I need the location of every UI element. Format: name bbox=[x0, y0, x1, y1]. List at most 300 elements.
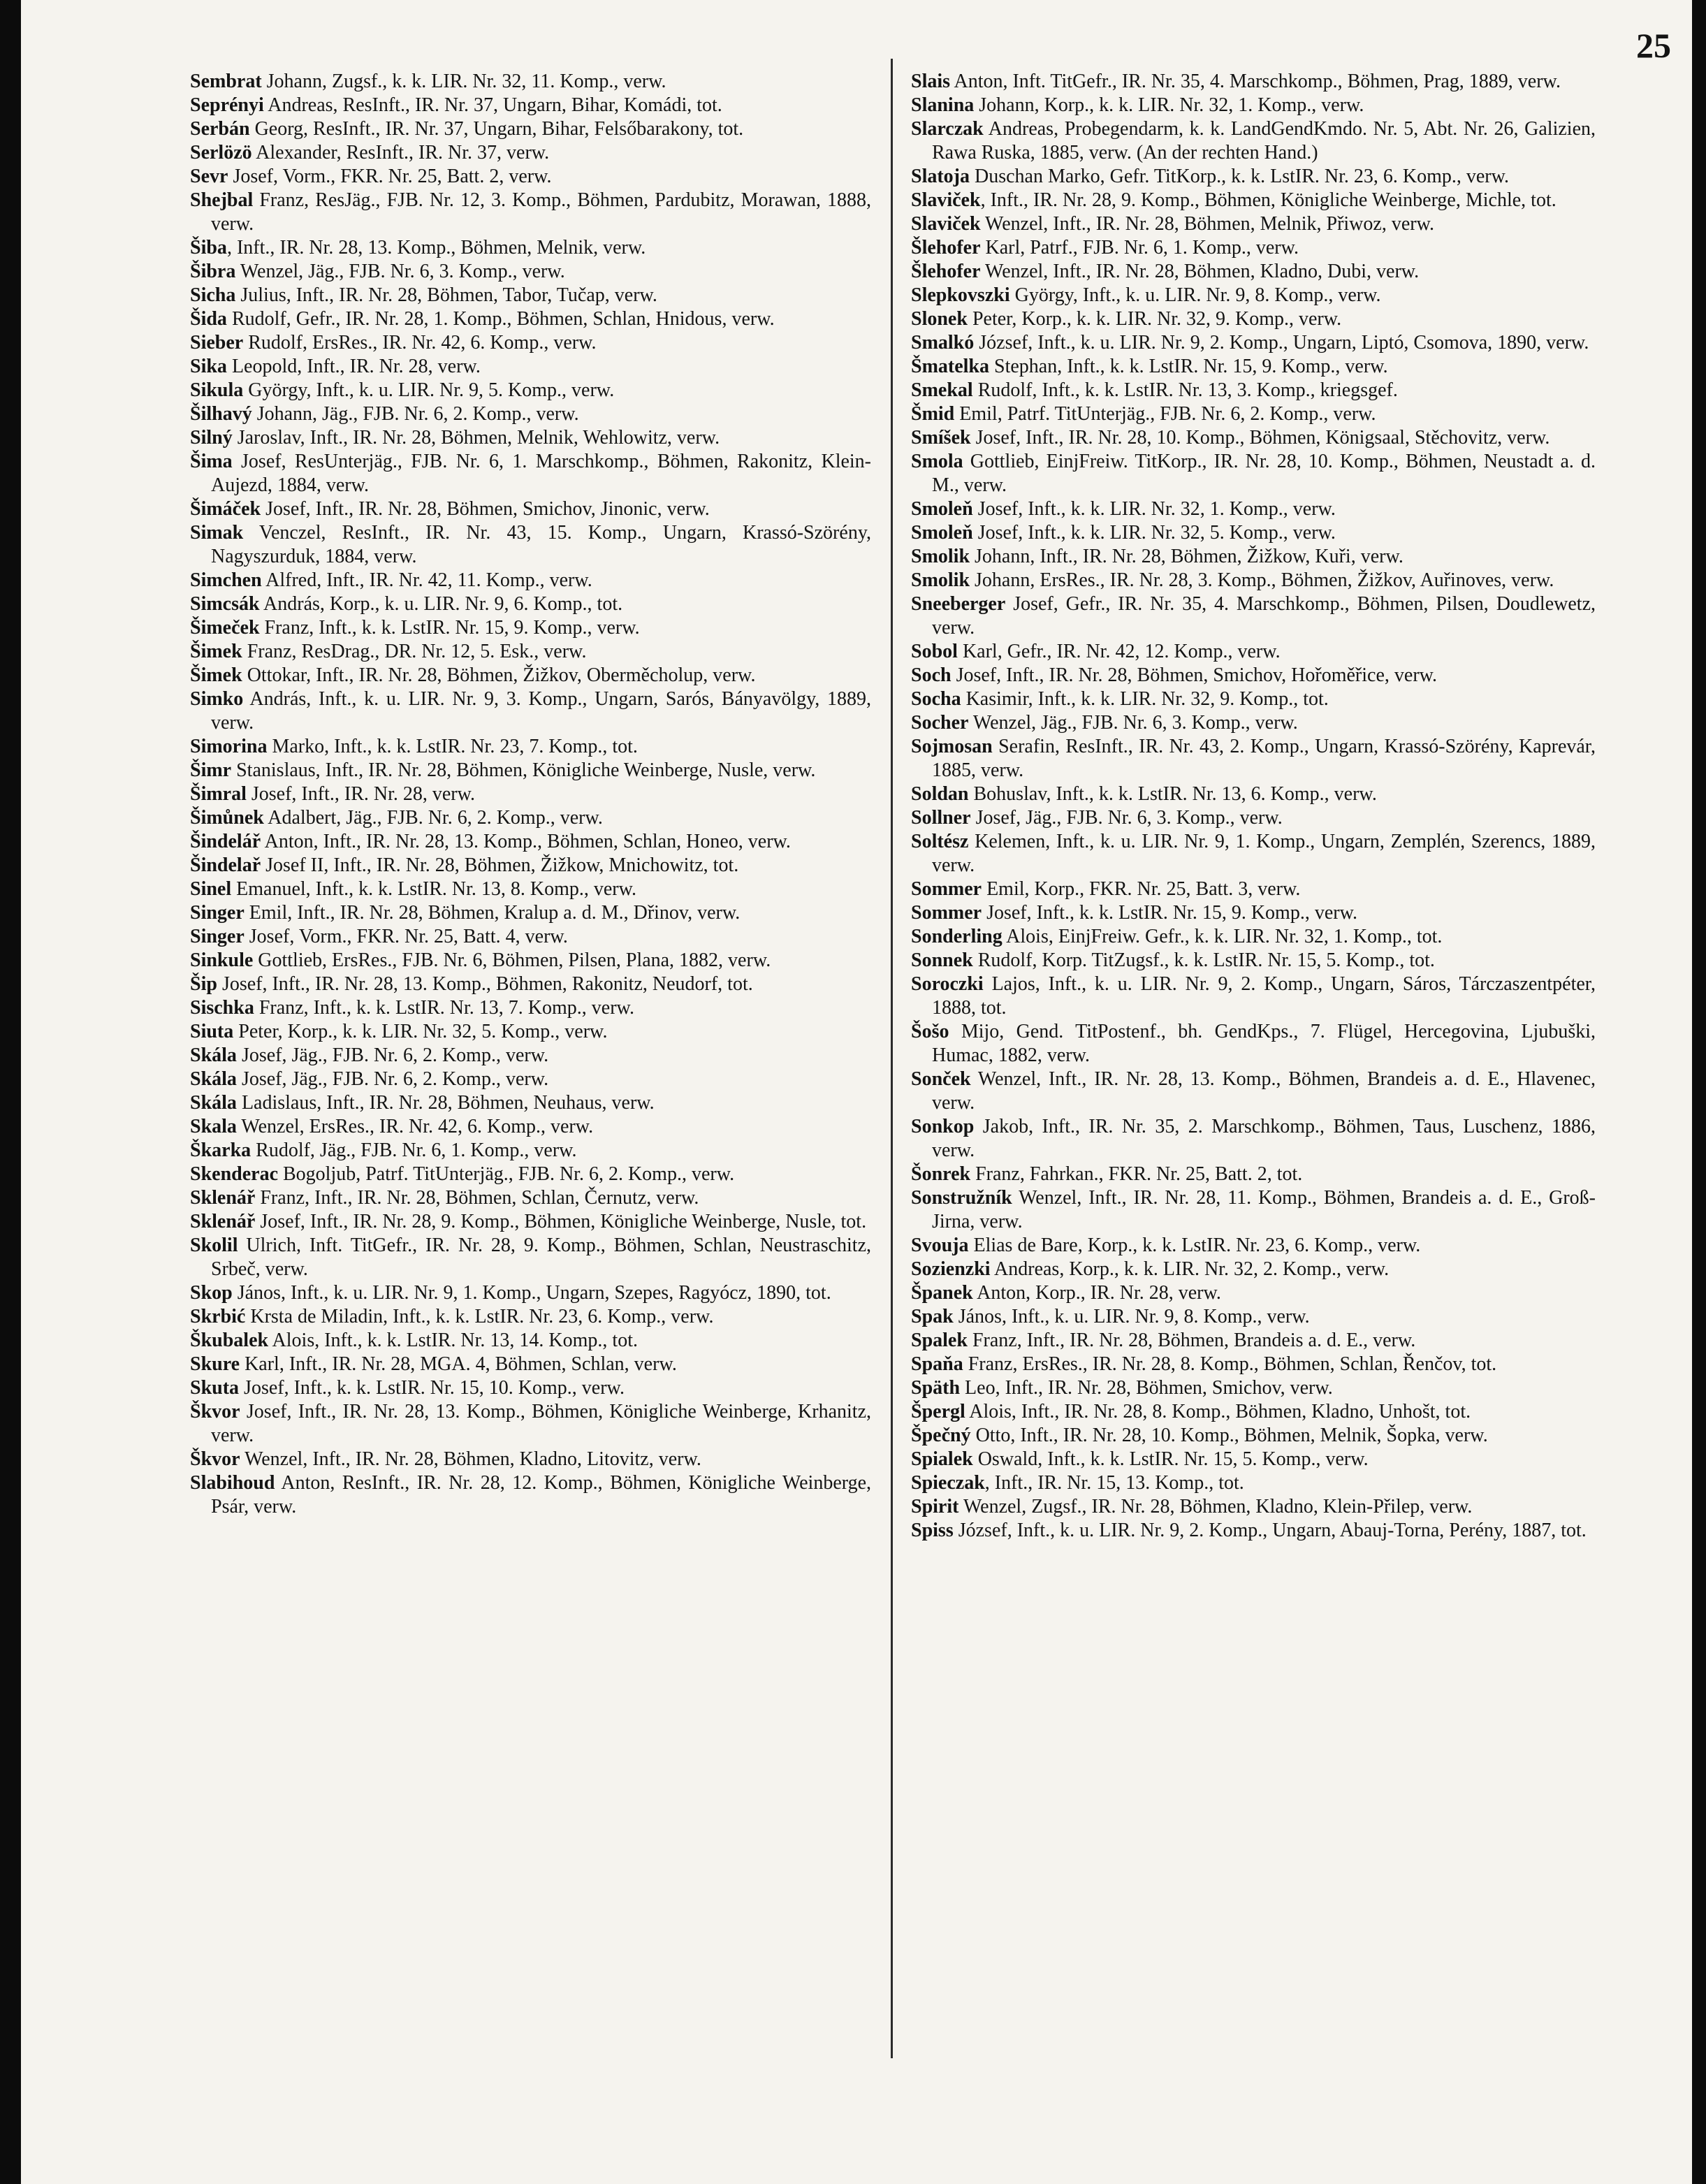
list-entry bbox=[190, 973, 871, 996]
list-entry bbox=[190, 260, 871, 284]
document-page bbox=[21, 0, 1692, 2184]
list-entry bbox=[190, 1186, 871, 1210]
entry-surname: Sevr bbox=[190, 166, 228, 187]
entry-details: Karl, Patrf., FJB. Nr. 6, 1. Komp., verw. bbox=[980, 237, 1299, 259]
list-entry bbox=[911, 1234, 1596, 1258]
entry-surname: Škubalek bbox=[190, 1330, 269, 1351]
entry-details: Josef, Inft., IR. Nr. 28, 9. Komp., Böhmen, Königliche Weinberge, Nusle, tot. bbox=[255, 1211, 867, 1232]
list-entry bbox=[190, 1115, 871, 1139]
entry-details: Wenzel, Inft., IR. Nr. 28, 11. Komp., Böhmen, Brandeis a. d. E., Groß-Jirna, verw. bbox=[932, 1187, 1596, 1232]
entry-details: Leopold, Inft., IR. Nr. 28, verw. bbox=[226, 356, 481, 377]
entry-surname: Šindelař bbox=[190, 854, 261, 876]
entry-details: Jakob, Inft., IR. Nr. 35, 2. Marschkomp., Böhmen, Taus, Luschenz, 1886, verw. bbox=[932, 1116, 1596, 1161]
list-entry bbox=[911, 189, 1596, 212]
entry-details: Johann, Inft., IR. Nr. 28, Böhmen, Žižkow, Kuři, verw. bbox=[970, 546, 1404, 567]
list-entry bbox=[911, 236, 1596, 260]
entry-details: Alois, EinjFreiw. Gefr., k. k. LIR. Nr. 32, 1. Komp., tot. bbox=[1002, 926, 1443, 947]
entry-surname: Sklenář bbox=[190, 1211, 256, 1232]
list-entry bbox=[911, 545, 1596, 569]
entry-surname: Slais bbox=[911, 71, 951, 92]
entry-details: Andreas, Korp., k. k. LIR. Nr. 32, 2. Komp., verw. bbox=[990, 1258, 1390, 1280]
entry-surname: Slepkovszki bbox=[911, 284, 1010, 306]
list-entry bbox=[190, 1448, 871, 1471]
list-entry bbox=[190, 687, 871, 735]
entry-details: Josef, Inft., IR. Nr. 28, verw. bbox=[246, 783, 476, 805]
list-entry bbox=[911, 925, 1596, 949]
list-entry bbox=[911, 1305, 1596, 1329]
list-entry bbox=[911, 70, 1596, 94]
entry-details: Duschan Marko, Gefr. TitKorp., k. k. LstIR. Nr. 23, 6. Komp., verw. bbox=[970, 166, 1510, 187]
list-entry bbox=[911, 973, 1596, 1020]
list-entry bbox=[190, 806, 871, 830]
list-entry bbox=[190, 592, 871, 616]
list-entry bbox=[190, 1068, 871, 1091]
list-entry bbox=[190, 497, 871, 521]
entry-details: Wenzel, Inft., IR. Nr. 28, Böhmen, Melnik, Přiwoz, verw. bbox=[980, 213, 1434, 235]
entry-surname: Smoleň bbox=[911, 498, 973, 520]
entry-details: Josef, Vorm., FKR. Nr. 25, Batt. 2, verw. bbox=[228, 166, 552, 187]
list-entry bbox=[190, 1376, 871, 1400]
entry-surname: Šindelář bbox=[190, 831, 261, 852]
entry-surname: Slarczak bbox=[911, 118, 984, 140]
list-entry bbox=[190, 664, 871, 687]
entry-details: Mijo, Gend. TitPostenf., bh. GendKps., 7. Flügel, Hercegovina, Ljubuški, Humac, 1882, verw. bbox=[932, 1021, 1596, 1066]
entry-surname: Smolik bbox=[911, 546, 970, 567]
entry-details: Anton, Korp., IR. Nr. 28, verw. bbox=[972, 1282, 1221, 1304]
entry-details: Wenzel, Inft., IR. Nr. 28, Böhmen, Kladno, Dubi, verw. bbox=[980, 261, 1420, 282]
entry-surname: Sklenář bbox=[190, 1187, 256, 1209]
entry-details: Alexander, ResInft., IR. Nr. 37, verw. bbox=[251, 142, 550, 163]
entry-details: Rudolf, Korp. TitZugsf., k. k. LstIR. Nr. 15, 5. Komp., tot. bbox=[972, 949, 1435, 971]
entry-surname: Šonrek bbox=[911, 1163, 971, 1185]
entry-surname: Škarka bbox=[190, 1140, 251, 1161]
entry-surname: Serlözö bbox=[190, 142, 252, 163]
entry-surname: Sischka bbox=[190, 997, 254, 1019]
entry-details: Wenzel, Inft., IR. Nr. 28, 13. Komp., Böhmen, Brandeis a. d. E., Hlavenec, verw. bbox=[932, 1068, 1596, 1114]
entry-details: Otto, Inft., IR. Nr. 28, 10. Komp., Böhmen, Melnik, Šopka, verw. bbox=[970, 1425, 1488, 1446]
list-entry bbox=[190, 236, 871, 260]
entry-details: János, Inft., k. u. LIR. Nr. 9, 1. Komp., Ungarn, Szepes, Ragyócz, 1890, tot. bbox=[232, 1282, 831, 1304]
entry-surname: Sinel bbox=[190, 878, 232, 900]
column-divider bbox=[891, 59, 893, 2058]
entry-surname: Sika bbox=[190, 356, 227, 377]
entry-details: Emil, Korp., FKR. Nr. 25, Batt. 3, verw. bbox=[982, 878, 1301, 900]
list-entry bbox=[911, 1020, 1596, 1068]
list-entry bbox=[190, 1139, 871, 1163]
list-entry bbox=[911, 1115, 1596, 1163]
entry-surname: Smolik bbox=[911, 569, 970, 591]
list-entry bbox=[190, 307, 871, 331]
entry-surname: Sobol bbox=[911, 641, 958, 662]
entry-surname: Šmatelka bbox=[911, 356, 989, 377]
entry-details: Peter, Korp., k. k. LIR. Nr. 32, 5. Komp., verw. bbox=[233, 1021, 608, 1042]
list-entry bbox=[190, 640, 871, 664]
entry-details: Lajos, Inft., k. u. LIR. Nr. 9, 2. Komp., Ungarn, Sáros, Tárczaszentpéter, 1888, tot. bbox=[932, 973, 1596, 1019]
entry-details: Johann, Jäg., FJB. Nr. 6, 2. Komp., verw. bbox=[251, 403, 579, 425]
entry-surname: Spiss bbox=[911, 1520, 954, 1541]
entry-surname: Skenderac bbox=[190, 1163, 278, 1185]
entry-details: Alois, Inft., k. k. LstIR. Nr. 13, 14. Komp., tot. bbox=[268, 1330, 638, 1351]
list-entry bbox=[911, 521, 1596, 545]
list-entry bbox=[911, 901, 1596, 925]
entry-surname: Skála bbox=[190, 1068, 237, 1090]
list-entry bbox=[911, 782, 1596, 806]
list-entry bbox=[911, 949, 1596, 973]
entry-details: Anton, Inft. TitGefr., IR. Nr. 35, 4. Marschkomp., Böhmen, Prag, 1889, verw. bbox=[950, 71, 1561, 92]
entry-details: Julius, Inft., IR. Nr. 28, Böhmen, Tabor, Tučap, verw. bbox=[235, 284, 657, 306]
entry-details: Alois, Inft., IR. Nr. 28, 8. Komp., Böhmen, Kladno, Unhošt, tot. bbox=[965, 1401, 1471, 1422]
entry-surname: Singer bbox=[190, 902, 245, 924]
entry-details: Josef, Inft., IR. Nr. 28, 13. Komp., Böhmen, Königliche Weinberge, Krhanitz, verw. bbox=[211, 1401, 871, 1446]
entry-surname: Skuta bbox=[190, 1377, 240, 1399]
list-entry bbox=[190, 925, 871, 949]
entry-details: , Inft., IR. Nr. 15, 13. Komp., tot. bbox=[984, 1472, 1244, 1494]
entry-details: Franz, Fahrkan., FKR. Nr. 25, Batt. 2, tot. bbox=[970, 1163, 1303, 1185]
entry-surname: Skop bbox=[190, 1282, 233, 1304]
entry-surname: Spalek bbox=[911, 1330, 968, 1351]
entry-details: Serafin, ResInft., IR. Nr. 43, 2. Komp., Ungarn, Krassó-Szörény, Kaprevár, 1885, verw. bbox=[932, 736, 1596, 781]
list-entry bbox=[190, 1020, 871, 1044]
list-entry bbox=[190, 830, 871, 854]
entry-surname: Slonek bbox=[911, 308, 968, 330]
entry-surname: Simko bbox=[190, 688, 244, 710]
list-entry bbox=[911, 260, 1596, 284]
list-entry bbox=[190, 901, 871, 925]
entry-surname: Sonnek bbox=[911, 949, 973, 971]
entry-surname: Socha bbox=[911, 688, 961, 710]
list-entry bbox=[190, 996, 871, 1020]
list-entry bbox=[911, 284, 1596, 307]
entry-surname: Sozienzki bbox=[911, 1258, 991, 1280]
entry-surname: Slatoja bbox=[911, 166, 970, 187]
entry-details: Josef, Inft., k. k. LIR. Nr. 32, 5. Komp., verw. bbox=[972, 522, 1336, 544]
list-entry bbox=[911, 1424, 1596, 1448]
entry-details: Wenzel, Inft., IR. Nr. 28, Böhmen, Kladno, Litovitz, verw. bbox=[240, 1448, 701, 1470]
list-entry bbox=[911, 592, 1596, 640]
list-entry bbox=[911, 640, 1596, 664]
entry-surname: Šiba bbox=[190, 237, 227, 259]
list-entry bbox=[911, 212, 1596, 236]
entry-details: Josef, Inft., IR. Nr. 28, Böhmen, Smichov, Hořoměřice, verw. bbox=[951, 664, 1438, 686]
list-entry bbox=[190, 1234, 871, 1281]
list-entry bbox=[911, 711, 1596, 735]
entry-surname: Smíšek bbox=[911, 427, 971, 449]
entry-details: Leo, Inft., IR. Nr. 28, Böhmen, Smichov, verw. bbox=[960, 1377, 1333, 1399]
entry-surname: Smoleň bbox=[911, 522, 973, 544]
entry-details: Josef, Gefr., IR. Nr. 35, 4. Marschkomp., Böhmen, Pilsen, Doudlewetz, verw. bbox=[932, 593, 1596, 639]
entry-surname: Šmid bbox=[911, 403, 955, 425]
entry-surname: Spieczak bbox=[911, 1472, 985, 1494]
entry-surname: Späth bbox=[911, 1377, 961, 1399]
entry-details: Ulrich, Inft. TitGefr., IR. Nr. 28, 9. Komp., Böhmen, Schlan, Neustraschitz, Srbeč, verw. bbox=[211, 1235, 871, 1280]
entry-details: Anton, ResInft., IR. Nr. 28, 12. Komp., Böhmen, Königliche Weinberge, Psár, verw. bbox=[211, 1472, 871, 1517]
entry-details: János, Inft., k. u. LIR. Nr. 9, 8. Komp., verw. bbox=[953, 1306, 1310, 1327]
entry-details: Josef, Inft., k. k. LIR. Nr. 32, 1. Komp., verw. bbox=[972, 498, 1336, 520]
list-entry bbox=[190, 284, 871, 307]
entry-surname: Sommer bbox=[911, 902, 982, 924]
entry-surname: Silný bbox=[190, 427, 233, 449]
list-entry bbox=[190, 1091, 871, 1115]
list-entry bbox=[190, 1471, 871, 1519]
entry-surname: Spirit bbox=[911, 1496, 959, 1517]
entry-surname: Šlehofer bbox=[911, 237, 981, 259]
entry-surname: Špergl bbox=[911, 1401, 965, 1422]
entry-surname: Svouja bbox=[911, 1235, 969, 1256]
entry-surname: Skala bbox=[190, 1116, 237, 1137]
left-column bbox=[190, 70, 871, 1519]
entry-details: Franz, Inft., k. k. LstIR. Nr. 15, 9. Komp., verw. bbox=[259, 617, 640, 639]
entry-surname: Simorina bbox=[190, 736, 268, 757]
list-entry bbox=[190, 355, 871, 379]
entry-surname: Škvor bbox=[190, 1401, 240, 1422]
entry-details: Rudolf, Jäg., FJB. Nr. 6, 1. Komp., verw. bbox=[251, 1140, 577, 1161]
list-entry bbox=[911, 1353, 1596, 1376]
entry-details: Karl, Gefr., IR. Nr. 42, 12. Komp., verw. bbox=[957, 641, 1281, 662]
entry-details: Rudolf, Inft., k. k. LstIR. Nr. 13, 3. Komp., kriegsgef. bbox=[972, 379, 1398, 401]
entry-details: Wenzel, Jäg., FJB. Nr. 6, 3. Komp., verw. bbox=[235, 261, 565, 282]
list-entry bbox=[190, 117, 871, 141]
entry-details: Johann, Korp., k. k. LIR. Nr. 32, 1. Komp., verw. bbox=[974, 94, 1364, 116]
entry-details: Venczel, ResInft., IR. Nr. 43, 15. Komp., Ungarn, Krassó-Szörény, Nagyszurduk, 1884, verw. bbox=[211, 522, 871, 567]
entry-surname: Siuta bbox=[190, 1021, 234, 1042]
entry-details: Alfred, Inft., IR. Nr. 42, 11. Komp., verw. bbox=[261, 569, 592, 591]
entry-details: Franz, ErsRes., IR. Nr. 28, 8. Komp., Böhmen, Schlan, Řenčov, tot. bbox=[963, 1353, 1497, 1375]
list-entry bbox=[911, 1376, 1596, 1400]
entry-surname: Soldan bbox=[911, 783, 969, 805]
list-entry bbox=[190, 616, 871, 640]
entry-surname: Spialek bbox=[911, 1448, 973, 1470]
entry-details: Emil, Inft., IR. Nr. 28, Böhmen, Kralup a. d. M., Dřinov, verw. bbox=[244, 902, 741, 924]
list-entry bbox=[190, 450, 871, 497]
list-entry bbox=[911, 1519, 1596, 1543]
list-entry bbox=[911, 307, 1596, 331]
entry-details: Georg, ResInft., IR. Nr. 37, Ungarn, Bihar, Felsőbarakony, tot. bbox=[249, 118, 744, 140]
entry-details: Josef II, Inft., IR. Nr. 28, Böhmen, Žižkow, Mnichowitz, tot. bbox=[261, 854, 739, 876]
entry-surname: Škvor bbox=[190, 1448, 240, 1470]
entry-surname: Šimáček bbox=[190, 498, 261, 520]
list-entry bbox=[911, 426, 1596, 450]
entry-surname: Šimůnek bbox=[190, 807, 264, 829]
list-entry bbox=[190, 735, 871, 759]
entry-surname: Skolil bbox=[190, 1235, 238, 1256]
entry-details: Josef, Jäg., FJB. Nr. 6, 3. Komp., verw. bbox=[970, 807, 1283, 829]
entry-details: Emanuel, Inft., k. k. LstIR. Nr. 13, 8. Komp., verw. bbox=[231, 878, 637, 900]
entry-surname: Šima bbox=[190, 451, 233, 472]
entry-surname: Sonderling bbox=[911, 926, 1003, 947]
list-entry bbox=[911, 878, 1596, 901]
list-entry bbox=[911, 94, 1596, 117]
entry-surname: Smekal bbox=[911, 379, 973, 401]
list-entry bbox=[911, 450, 1596, 497]
page-number: 25 bbox=[1636, 26, 1671, 65]
entry-details: Rudolf, ErsRes., IR. Nr. 42, 6. Komp., verw. bbox=[243, 332, 597, 354]
entry-surname: Sonček bbox=[911, 1068, 971, 1090]
entry-details: Franz, ResJäg., FJB. Nr. 12, 3. Komp., Böhmen, Pardubitz, Morawan, 1888, verw. bbox=[211, 189, 871, 235]
entry-details: Wenzel, ErsRes., IR. Nr. 42, 6. Komp., verw. bbox=[236, 1116, 594, 1137]
entry-details: , Inft., IR. Nr. 28, 9. Komp., Böhmen, Königliche Weinberge, Michle, tot. bbox=[980, 189, 1556, 211]
entry-surname: Soroczki bbox=[911, 973, 984, 995]
list-entry bbox=[911, 1329, 1596, 1353]
entry-surname: Sonstružník bbox=[911, 1187, 1012, 1209]
entry-details: Gottlieb, ErsRes., FJB. Nr. 6, Böhmen, Pilsen, Plana, 1882, verw. bbox=[253, 949, 771, 971]
entry-details: Karl, Inft., IR. Nr. 28, MGA. 4, Böhmen, Schlan, verw. bbox=[240, 1353, 677, 1375]
entry-details: Marko, Inft., k. k. LstIR. Nr. 23, 7. Komp., tot. bbox=[267, 736, 638, 757]
list-entry bbox=[911, 1163, 1596, 1186]
list-entry bbox=[190, 1400, 871, 1448]
entry-details: Bogoljub, Patrf. TitUnterjäg., FJB. Nr. 6, 2. Komp., verw. bbox=[278, 1163, 735, 1185]
list-entry bbox=[911, 806, 1596, 830]
entry-surname: Socher bbox=[911, 712, 969, 734]
entry-surname: Sicha bbox=[190, 284, 236, 306]
list-entry bbox=[190, 1329, 871, 1353]
list-entry bbox=[190, 1044, 871, 1068]
entry-surname: Soltész bbox=[911, 831, 969, 852]
list-entry bbox=[190, 94, 871, 117]
entry-surname: Simcsák bbox=[190, 593, 260, 615]
list-entry bbox=[911, 1186, 1596, 1234]
entry-surname: Šida bbox=[190, 308, 227, 330]
list-entry bbox=[190, 331, 871, 355]
entry-surname: Šilhavý bbox=[190, 403, 252, 425]
entry-details: Kelemen, Inft., k. u. LIR. Nr. 9, 1. Komp., Ungarn, Zemplén, Szerencs, 1889, verw. bbox=[932, 831, 1596, 876]
entry-details: Gottlieb, EinjFreiw. TitKorp., IR. Nr. 28, 10. Komp., Böhmen, Neustadt a. d. M., verw. bbox=[932, 451, 1596, 496]
entry-details: György, Inft., k. u. LIR. Nr. 9, 5. Komp., verw. bbox=[243, 379, 615, 401]
entry-surname: Slaviček bbox=[911, 213, 981, 235]
entry-surname: Smola bbox=[911, 451, 963, 472]
list-entry bbox=[190, 521, 871, 569]
entry-details: Rudolf, Gefr., IR. Nr. 28, 1. Komp., Böhmen, Schlan, Hnidous, verw. bbox=[226, 308, 775, 330]
entry-surname: Sommer bbox=[911, 878, 982, 900]
entry-details: Ladislaus, Inft., IR. Nr. 28, Böhmen, Neuhaus, verw. bbox=[236, 1092, 655, 1114]
list-entry bbox=[190, 1163, 871, 1186]
entry-surname: Sembrat bbox=[190, 71, 262, 92]
list-entry bbox=[911, 117, 1596, 165]
list-entry bbox=[911, 1281, 1596, 1305]
list-entry bbox=[190, 878, 871, 901]
entry-details: Andreas, ResInft., IR. Nr. 37, Ungarn, Bihar, Komádi, tot. bbox=[263, 94, 722, 116]
entry-details: Josef, Jäg., FJB. Nr. 6, 2. Komp., verw. bbox=[236, 1068, 549, 1090]
list-entry bbox=[190, 854, 871, 878]
entry-details: Jaroslav, Inft., IR. Nr. 28, Böhmen, Melnik, Wehlowitz, verw. bbox=[232, 427, 720, 449]
list-entry bbox=[911, 331, 1596, 355]
entry-surname: Smalkó bbox=[911, 332, 975, 354]
list-entry bbox=[190, 379, 871, 402]
list-entry bbox=[190, 1281, 871, 1305]
entry-details: Johann, Zugsf., k. k. LIR. Nr. 32, 11. Komp., verw. bbox=[261, 71, 666, 92]
entry-details: Josef, ResUnterjäg., FJB. Nr. 6, 1. Marschkomp., Böhmen, Rakonitz, Klein-Aujezd, 1884, verw. bbox=[211, 451, 871, 496]
list-entry bbox=[911, 379, 1596, 402]
entry-surname: Špečný bbox=[911, 1425, 971, 1446]
entry-surname: Sinkule bbox=[190, 949, 254, 971]
entry-details: Peter, Korp., k. k. LIR. Nr. 32, 9. Komp., verw. bbox=[967, 308, 1342, 330]
entry-surname: Šibra bbox=[190, 261, 236, 282]
list-entry bbox=[911, 402, 1596, 426]
list-entry bbox=[911, 1068, 1596, 1115]
entry-surname: Seprényi bbox=[190, 94, 264, 116]
list-entry bbox=[911, 735, 1596, 782]
list-entry bbox=[190, 949, 871, 973]
list-entry bbox=[190, 569, 871, 592]
entry-details: Adalbert, Jäg., FJB. Nr. 6, 2. Komp., verw. bbox=[263, 807, 603, 829]
list-entry bbox=[190, 759, 871, 782]
entry-details: Josef, Inft., k. k. LstIR. Nr. 15, 10. Komp., verw. bbox=[239, 1377, 625, 1399]
entry-surname: Sojmosan bbox=[911, 736, 993, 757]
entry-details: Franz, Inft., k. k. LstIR. Nr. 13, 7. Komp., verw. bbox=[254, 997, 634, 1019]
entry-details: András, Korp., k. u. LIR. Nr. 9, 6. Komp., tot. bbox=[259, 593, 623, 615]
entry-details: Emil, Patrf. TitUnterjäg., FJB. Nr. 6, 2. Komp., verw. bbox=[954, 403, 1376, 425]
entry-surname: Šip bbox=[190, 973, 217, 995]
entry-surname: Sonkop bbox=[911, 1116, 975, 1137]
list-entry bbox=[190, 165, 871, 189]
entry-details: Wenzel, Jäg., FJB. Nr. 6, 3. Komp., verw. bbox=[968, 712, 1298, 734]
entry-surname: Šimek bbox=[190, 664, 242, 686]
list-entry bbox=[190, 1353, 871, 1376]
list-entry bbox=[911, 687, 1596, 711]
entry-surname: Slabihoud bbox=[190, 1472, 275, 1494]
list-entry bbox=[911, 497, 1596, 521]
entry-surname: Simchen bbox=[190, 569, 262, 591]
list-entry bbox=[911, 355, 1596, 379]
entry-surname: Skála bbox=[190, 1044, 237, 1066]
entry-details: Josef, Inft., IR. Nr. 28, 13. Komp., Böhmen, Rakonitz, Neudorf, tot. bbox=[217, 973, 753, 995]
entry-surname: Slaviček bbox=[911, 189, 981, 211]
entry-details: Stephan, Inft., k. k. LstIR. Nr. 15, 9. Komp., verw. bbox=[989, 356, 1388, 377]
entry-surname: Skrbić bbox=[190, 1306, 246, 1327]
entry-details: Josef, Inft., IR. Nr. 28, 10. Komp., Böhmen, Königsaal, Stěchovitz, verw. bbox=[970, 427, 1550, 449]
entry-details: Wenzel, Zugsf., IR. Nr. 28, Böhmen, Kladno, Klein-Přilep, verw. bbox=[958, 1496, 1473, 1517]
entry-details: Elias de Bare, Korp., k. k. LstIR. Nr. 23, 6. Komp., verw. bbox=[968, 1235, 1421, 1256]
list-entry bbox=[190, 189, 871, 236]
entry-details: Kasimir, Inft., k. k. LIR. Nr. 32, 9. Komp., tot. bbox=[961, 688, 1329, 710]
list-entry bbox=[190, 782, 871, 806]
entry-details: Johann, ErsRes., IR. Nr. 28, 3. Komp., Böhmen, Žižkov, Auřinoves, verw. bbox=[970, 569, 1554, 591]
entry-surname: Sollner bbox=[911, 807, 971, 829]
entry-details: Josef, Jäg., FJB. Nr. 6, 2. Komp., verw. bbox=[236, 1044, 549, 1066]
entry-details: Stanislaus, Inft., IR. Nr. 28, Böhmen, Königliche Weinberge, Nusle, verw. bbox=[231, 759, 816, 781]
list-entry bbox=[911, 1495, 1596, 1519]
list-entry bbox=[911, 830, 1596, 878]
entry-details: Josef, Vorm., FKR. Nr. 25, Batt. 4, verw. bbox=[244, 926, 568, 947]
entry-details: Oswald, Inft., k. k. LstIR. Nr. 15, 5. Komp., verw. bbox=[972, 1448, 1369, 1470]
entry-surname: Serbán bbox=[190, 118, 250, 140]
list-entry bbox=[911, 1400, 1596, 1424]
entry-details: Ottokar, Inft., IR. Nr. 28, Böhmen, Žižkov, Oberměcholup, verw. bbox=[242, 664, 756, 686]
list-entry bbox=[190, 1305, 871, 1329]
entry-surname: Sikula bbox=[190, 379, 244, 401]
entry-details: Anton, Inft., IR. Nr. 28, 13. Komp., Böhmen, Schlan, Honeo, verw. bbox=[261, 831, 791, 852]
entry-details: Josef, Inft., IR. Nr. 28, Böhmen, Smichov, Jinonic, verw. bbox=[261, 498, 710, 520]
entry-surname: Skure bbox=[190, 1353, 240, 1375]
entry-details: József, Inft., k. u. LIR. Nr. 9, 2. Komp., Ungarn, Abauj-Torna, Perény, 1887, tot. bbox=[953, 1520, 1587, 1541]
entry-details: Franz, Inft., IR. Nr. 28, Böhmen, Schlan, Černutz, verw. bbox=[255, 1187, 699, 1209]
entry-details: András, Inft., k. u. LIR. Nr. 9, 3. Komp., Ungarn, Sarós, Bányavölgy, 1889, verw. bbox=[211, 688, 871, 734]
entry-details: Franz, ResDrag., DR. Nr. 12, 5. Esk., verw. bbox=[242, 641, 587, 662]
entry-surname: Šlehofer bbox=[911, 261, 981, 282]
entry-surname: Shejbal bbox=[190, 189, 254, 211]
entry-details: Krsta de Miladin, Inft., k. k. LstIR. Nr. 23, 6. Komp., verw. bbox=[245, 1306, 714, 1327]
list-entry bbox=[911, 1448, 1596, 1471]
entry-surname: Soch bbox=[911, 664, 952, 686]
entry-surname: Spaňa bbox=[911, 1353, 963, 1375]
entry-details: Franz, Inft., IR. Nr. 28, Böhmen, Brandeis a. d. E., verw. bbox=[967, 1330, 1416, 1351]
list-entry bbox=[911, 664, 1596, 687]
list-entry bbox=[190, 426, 871, 450]
right-column bbox=[911, 70, 1596, 1543]
entry-details: Andreas, Probegendarm, k. k. LandGendKmdo. Nr. 5, Abt. Nr. 26, Galizien, Rawa Ruska, 1885, verw. (An der rechten Hand.) bbox=[932, 118, 1596, 163]
entry-surname: Šošo bbox=[911, 1021, 949, 1042]
entry-details: Bohuslav, Inft., k. k. LstIR. Nr. 13, 6. Komp., verw. bbox=[968, 783, 1377, 805]
list-entry bbox=[190, 70, 871, 94]
